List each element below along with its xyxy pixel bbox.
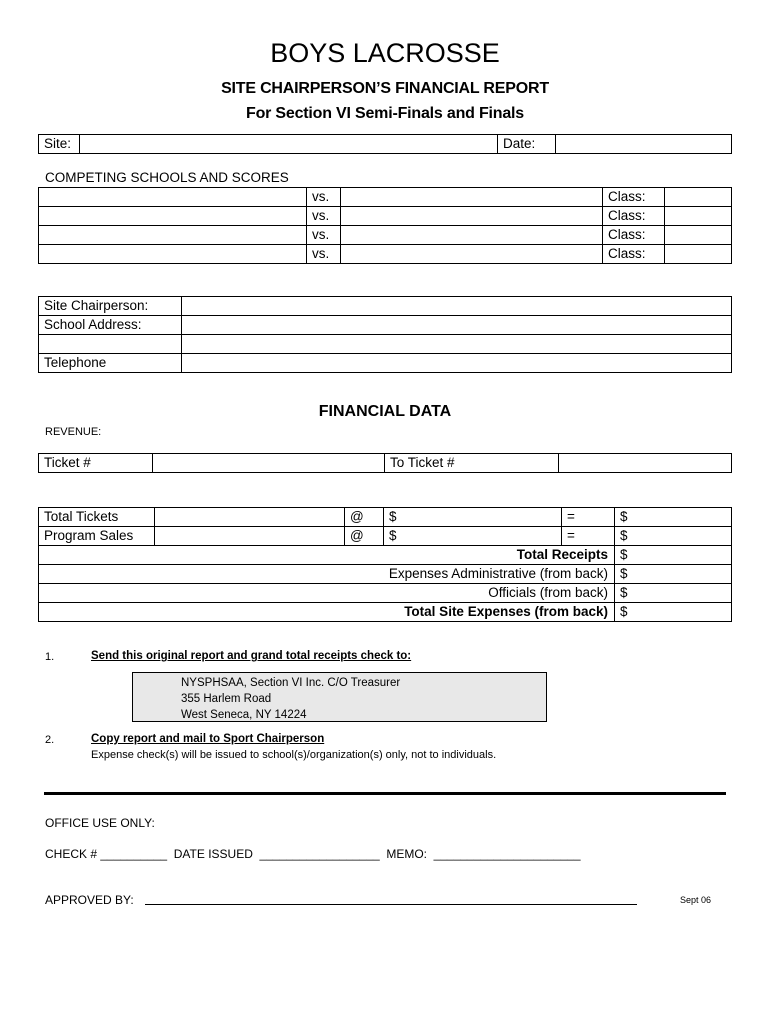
class-label: Class: <box>603 188 665 207</box>
opponent-field[interactable] <box>341 245 603 264</box>
vs-label: vs. <box>307 188 341 207</box>
officials-label: Officials (from back) <box>39 584 615 603</box>
date-label: Date: <box>498 135 556 154</box>
class-field[interactable] <box>665 207 732 226</box>
ticket-to-field[interactable] <box>559 454 732 473</box>
address-field[interactable] <box>182 316 732 335</box>
ticket-total-field[interactable]: $ <box>615 508 732 527</box>
address-label-blank <box>39 335 182 354</box>
officials-field[interactable]: $ <box>615 584 732 603</box>
vs-label: vs. <box>307 207 341 226</box>
section-divider <box>44 792 726 795</box>
table-row <box>39 245 732 264</box>
competing-heading: COMPETING SCHOOLS AND SCORES <box>45 170 289 185</box>
site-label: Site: <box>39 135 80 154</box>
total-tickets-label: Total Tickets <box>39 508 155 527</box>
at-sign: @ <box>345 508 384 527</box>
ticket-price-field[interactable]: $ <box>384 508 562 527</box>
class-label: Class: <box>603 245 665 264</box>
total-site-expenses-label: Total Site Expenses (from back) <box>39 603 615 622</box>
office-check-line[interactable]: CHECK # __________ DATE ISSUED __________________ MEMO: ______________________ <box>45 847 581 861</box>
address-line-1: NYSPHSAA, Section VI Inc. C/O Treasurer <box>181 677 401 689</box>
school-field[interactable] <box>39 188 307 207</box>
address-label: School Address: <box>39 316 182 335</box>
vs-label: vs. <box>307 245 341 264</box>
total-site-expenses-field[interactable]: $ <box>615 603 732 622</box>
form-subtitle-section: For Section VI Semi-Finals and Finals <box>246 105 524 122</box>
form-title: BOYS LACROSSE <box>270 38 500 68</box>
revenue-label: REVENUE: <box>45 426 102 438</box>
address-line-3: West Seneca, NY 14224 <box>181 709 307 721</box>
ticket-label: Ticket # <box>39 454 153 473</box>
school-field[interactable] <box>39 245 307 264</box>
table-row <box>39 226 732 245</box>
ticket-table <box>38 453 732 473</box>
class-field[interactable] <box>665 188 732 207</box>
site-field[interactable] <box>80 135 498 154</box>
financial-heading: FINANCIAL DATA <box>318 403 452 420</box>
instruction-number-2: 2. <box>45 734 55 746</box>
to-ticket-label: To Ticket # <box>385 454 559 473</box>
opponent-field[interactable] <box>341 188 603 207</box>
instruction-send-report: Send this original report and grand total receipts check to: <box>91 650 412 662</box>
mailing-address-box <box>132 672 547 722</box>
class-field[interactable] <box>665 226 732 245</box>
form-version: Sept 06 <box>680 895 712 905</box>
telephone-field[interactable] <box>182 354 732 373</box>
opponent-field[interactable] <box>341 226 603 245</box>
form-subtitle: SITE CHAIRPERSON’S FINANCIAL REPORT <box>221 80 549 97</box>
table-row <box>39 188 732 207</box>
class-label: Class: <box>603 226 665 245</box>
expenses-admin-field[interactable]: $ <box>615 565 732 584</box>
class-field[interactable] <box>665 245 732 264</box>
total-receipts-label: Total Receipts <box>39 546 615 565</box>
address-line-2: 355 Harlem Road <box>181 693 272 705</box>
total-tickets-qty-field[interactable] <box>155 508 345 527</box>
chairperson-label: Site Chairperson: <box>39 297 182 316</box>
chairperson-table <box>38 296 732 373</box>
instruction-copy-report: Copy report and mail to Sport Chairperson <box>91 733 325 745</box>
program-sales-qty-field[interactable] <box>155 527 345 546</box>
chairperson-field[interactable] <box>182 297 732 316</box>
office-use-heading: OFFICE USE ONLY: <box>45 816 155 830</box>
school-field[interactable] <box>39 207 307 226</box>
expenses-admin-label: Expenses Administrative (from back) <box>39 565 615 584</box>
receipts-table <box>38 507 732 622</box>
program-sales-label: Program Sales <box>39 527 155 546</box>
competing-table <box>38 187 732 264</box>
equals-sign: = <box>562 527 615 546</box>
address-field-2[interactable] <box>182 335 732 354</box>
vs-label: vs. <box>307 226 341 245</box>
instruction-number-1: 1. <box>45 651 55 663</box>
site-date-table <box>38 134 732 154</box>
table-row <box>39 207 732 226</box>
telephone-label: Telephone <box>39 354 182 373</box>
approved-by-label: APPROVED BY: <box>45 893 134 907</box>
class-label: Class: <box>603 207 665 226</box>
opponent-field[interactable] <box>341 207 603 226</box>
program-total-field[interactable]: $ <box>615 527 732 546</box>
program-price-field[interactable]: $ <box>384 527 562 546</box>
equals-sign: = <box>562 508 615 527</box>
ticket-from-field[interactable] <box>153 454 385 473</box>
total-receipts-field[interactable]: $ <box>615 546 732 565</box>
school-field[interactable] <box>39 226 307 245</box>
at-sign: @ <box>345 527 384 546</box>
approved-by-signature-line[interactable] <box>145 904 637 905</box>
date-field[interactable] <box>556 135 732 154</box>
instruction-expense-note: Expense check(s) will be issued to school(s)/organization(s) only, not to individuals. <box>91 749 497 761</box>
